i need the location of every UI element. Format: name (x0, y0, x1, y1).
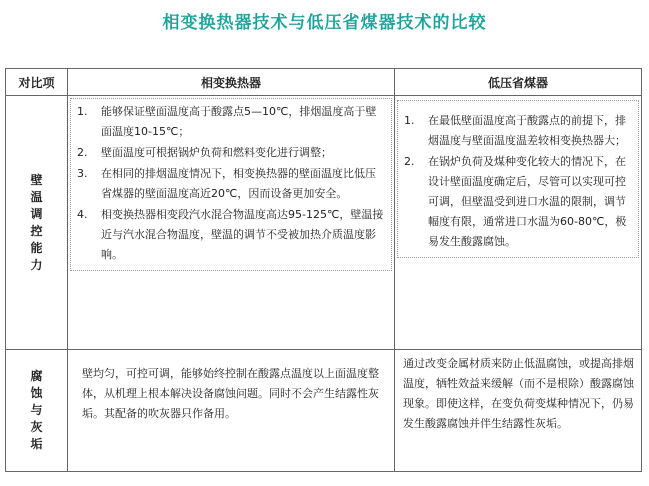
phase-change-wall-temp-cell (68, 96, 395, 350)
header-low-pressure-economizer: 低压省煤器 (395, 69, 642, 96)
list-item (75, 102, 385, 142)
economizer-corrosion-cell (395, 350, 642, 472)
row-label-cell (6, 96, 68, 350)
list-item-number: 2. (77, 146, 88, 159)
phase-change-corrosion-cell (68, 350, 395, 472)
header-phase-change-heat-exchanger: 相变换热器 (68, 69, 395, 96)
list-item-number: 3. (77, 167, 88, 180)
header-row (6, 69, 642, 96)
list-item (75, 205, 385, 265)
list-item (402, 152, 632, 252)
row-corrosion-and-fouling (6, 350, 642, 472)
list-item-number: 1. (404, 114, 415, 127)
list-item-number: 1. (77, 105, 88, 118)
economizer-wall-temp-list (402, 111, 632, 252)
list-item-number: 4. (77, 208, 88, 221)
row-wall-temperature-control (6, 96, 642, 350)
list-item (75, 143, 385, 163)
list-item (75, 164, 385, 204)
economizer-wall-temp-box (397, 100, 639, 258)
list-item-number: 2. (404, 155, 415, 168)
comparison-table (5, 68, 642, 472)
list-item-text: 在相同的排烟温度情况下，相变换热器的壁面温度比低压省煤器的壁面温度高近20℃，因而设备更加安全。 (101, 167, 376, 200)
list-item (402, 111, 632, 151)
phase-change-wall-temp-list (75, 102, 385, 265)
economizer-corrosion-text: 通过改变金属材质来防止低温腐蚀，或提高排烟温度，牺牲效益来缓解（而不是根除）酸露腐蚀现象。即使这样，在变负荷变煤种情况下，仍易发生酸露腐蚀并伴生结露性灰垢。 (403, 357, 634, 430)
page-title: 相变换热器技术与低压省煤器技术的比较 (162, 13, 487, 33)
list-item-text: 相变换热器相变段汽水混合物温度高达95-125℃，壁温接近与汽水混合物温度，壁温的调节不受被加热介质温度影响。 (101, 208, 384, 261)
list-item-text: 在锅炉负荷及煤种变化较大的情况下，在设计壁面温度确定后，尽管可以实现可控可调，但壁温受到进口水温的限制，调节幅度有限，通常进口水温为60-80℃，极易发生酸露腐蚀。 (428, 155, 627, 248)
row-label-corrosion: 腐蚀与灰垢 (30, 369, 43, 451)
header-compare-item: 对比项 (6, 69, 68, 96)
row-label-wall-temperature: 壁温调控能力 (30, 172, 43, 272)
list-item-text: 壁面温度可根据锅炉负荷和燃料变化进行调整； (101, 146, 332, 159)
row-label-cell (6, 350, 68, 472)
list-item-text: 在最低壁面温度高于酸露点的前提下，排烟温度与壁面温度温差较相变换热器大； (428, 114, 626, 147)
phase-change-corrosion-text: 壁均匀，可控可调，能够始终控制在酸露点温度以上面温度整体，从机理上根本解决设备腐蚀问题。同时不会产生结露性灰垢。其配备的吹灰器只作备用。 (82, 367, 379, 420)
list-item-text: 能够保证壁面温度高于酸露点5—10℃，排烟温度高于壁面温度10-15℃； (101, 105, 377, 138)
economizer-wall-temp-cell (395, 96, 642, 350)
phase-change-wall-temp-box (70, 98, 392, 271)
